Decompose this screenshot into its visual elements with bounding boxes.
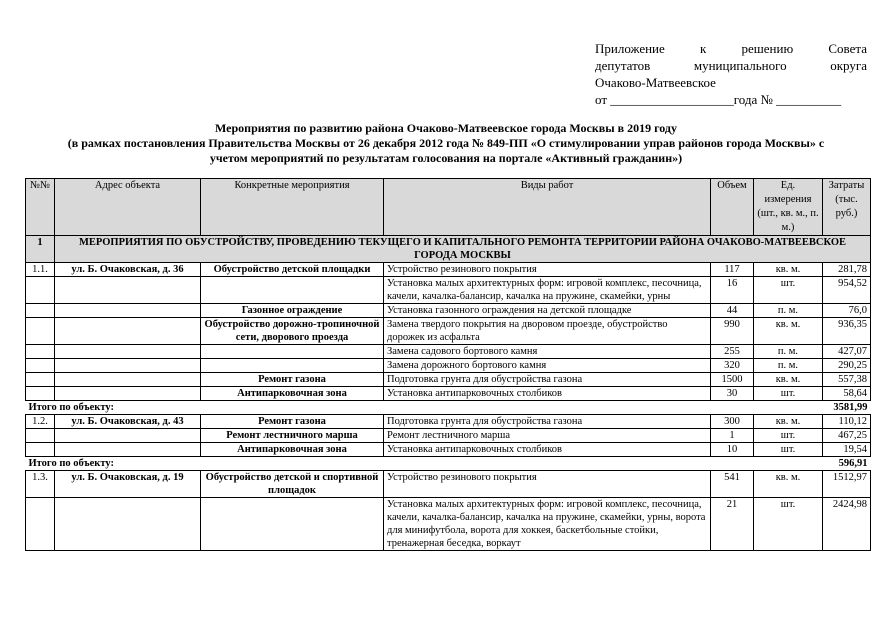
unit-value: шт. [754,443,823,457]
object-address [55,359,201,373]
table-row [26,373,871,387]
unit-value: п. м. [754,304,823,318]
appendix-word: Совета [828,41,867,56]
appendix-word: Приложение [595,41,665,56]
volume-value: 1 [711,429,754,443]
unit-value: кв. м. [754,415,823,429]
volume-value: 117 [711,263,754,277]
appendix-line-3: Очаково-Матвеевское [595,75,716,90]
unit-value: кв. м. [754,263,823,277]
cost-value: 936,35 [823,318,871,345]
work-type: Установка газонного ограждения на детской площадке [384,304,711,318]
row-number [26,387,55,401]
total-label: Итого по объекту: [26,401,823,415]
table-row [26,304,871,318]
col-header-volume: Объем [711,179,754,236]
row-number [26,443,55,457]
row-number: 1.1. [26,263,55,277]
work-type: Подготовка грунта для обустройства газона [384,373,711,387]
object-address: ул. Б. Очаковская, д. 36 [55,263,201,277]
work-type: Подготовка грунта для обустройства газона [384,415,711,429]
cost-value: 110,12 [823,415,871,429]
work-type: Ремонт лестничного марша [384,429,711,443]
activity-name: Обустройство детской площадки [201,263,384,277]
table-row [26,263,871,277]
cost-value: 76,0 [823,304,871,318]
row-number [26,359,55,373]
row-number [26,304,55,318]
cost-value: 427,07 [823,345,871,359]
volume-value: 16 [711,277,754,304]
volume-value: 300 [711,415,754,429]
col-header-activity: Конкретные мероприятия [201,179,384,236]
unit-value: кв. м. [754,471,823,498]
work-type: Замена дорожного бортового камня [384,359,711,373]
cost-value: 954,52 [823,277,871,304]
object-address: ул. Б. Очаковская, д. 19 [55,471,201,498]
unit-value: шт. [754,387,823,401]
section-title: МЕРОПРИЯТИЯ ПО ОБУСТРОЙСТВУ, ПРОВЕДЕНИЮ ТЕКУЩЕГО И КАПИТАЛЬНОГО РЕМОНТА ТЕРРИТОРИИ РАЙОНА ОЧАКОВО-МАТВЕЕВСКОЕ ГОРОДА МОСКВЫ [55,236,871,263]
title-line-2: (в рамках постановления Правительства Москвы от 26 декабря 2012 года № 849-ПП «О стимулировании управ районов города Москвы» с [67,136,825,150]
row-number [26,277,55,304]
unit-value: шт. [754,277,823,304]
object-address [55,304,201,318]
object-address [55,345,201,359]
work-type: Замена твердого покрытия на дворовом проезде, обустройство дорожек из асфальта [384,318,711,345]
table-row [26,443,871,457]
activity-name [201,498,384,551]
activity-name: Ремонт лестничного марша [201,429,384,443]
appendix-word: муниципального [693,58,787,73]
title-line-1: Мероприятия по развитию района Очаково-Матвеевское города Москвы в 2019 году [215,121,677,135]
unit-value: шт. [754,498,823,551]
col-header-num: №№ [26,179,55,236]
object-address: ул. Б. Очаковская, д. 43 [55,415,201,429]
section-row [26,236,871,263]
unit-value: кв. м. [754,373,823,387]
volume-value: 44 [711,304,754,318]
activity-name [201,359,384,373]
object-address [55,443,201,457]
table-row [26,471,871,498]
appendix-line-4: от ___________________года № __________ [595,92,842,107]
row-number [26,318,55,345]
work-type: Установка малых архитектурных форм: игровой комплекс, песочница, качели, качалка-балансир, качалка на пружине, скамейки, урны [384,277,711,304]
cost-value: 19,54 [823,443,871,457]
section-number: 1 [26,236,55,263]
activity-name [201,345,384,359]
appendix-word: округа [830,58,867,73]
table-row [26,277,871,304]
row-number [26,498,55,551]
cost-value: 557,38 [823,373,871,387]
appendix-word: решению [741,41,794,56]
work-type: Замена садового бортового камня [384,345,711,359]
activity-name: Газонное ограждение [201,304,384,318]
appendix-line-1 [595,40,867,57]
appendix-word: депутатов [595,58,651,73]
unit-value: шт. [754,429,823,443]
measures-table [25,178,871,551]
document-title [0,121,892,166]
activity-name: Обустройство детской и спортивной площадок [201,471,384,498]
cost-value: 281,78 [823,263,871,277]
cost-value: 2424,98 [823,498,871,551]
appendix-block [595,40,867,108]
table-row [26,429,871,443]
object-address [55,318,201,345]
col-header-works: Виды работ [384,179,711,236]
col-header-cost: Затраты (тыс. руб.) [823,179,871,236]
object-address [55,373,201,387]
unit-value: п. м. [754,345,823,359]
unit-value: кв. м. [754,318,823,345]
table-row [26,415,871,429]
work-type: Устройство резинового покрытия [384,263,711,277]
activity-name: Антипарковочная зона [201,387,384,401]
object-address [55,429,201,443]
activity-name: Антипарковочная зона [201,443,384,457]
cost-value: 290,25 [823,359,871,373]
col-header-address: Адрес объекта [55,179,201,236]
table-row [26,345,871,359]
cost-value: 467,25 [823,429,871,443]
cost-value: 58,64 [823,387,871,401]
object-address [55,387,201,401]
volume-value: 255 [711,345,754,359]
header-row [26,179,871,236]
appendix-line-2 [595,57,867,74]
table-row [26,359,871,373]
table-row [26,318,871,345]
cost-value: 1512,97 [823,471,871,498]
activity-name: Ремонт газона [201,415,384,429]
volume-value: 320 [711,359,754,373]
appendix-word: к [699,41,707,56]
unit-value: п. м. [754,359,823,373]
object-total-row [26,401,871,415]
volume-value: 30 [711,387,754,401]
total-label: Итого по объекту: [26,457,823,471]
row-number [26,373,55,387]
total-cost: 3581,99 [823,401,871,415]
row-number: 1.3. [26,471,55,498]
col-header-unit: Ед. измерения (шт., кв. м., п. м.) [754,179,823,236]
volume-value: 541 [711,471,754,498]
total-cost: 596,91 [823,457,871,471]
object-address [55,498,201,551]
table-row [26,498,871,551]
work-type: Установка антипарковочных столбиков [384,443,711,457]
row-number [26,429,55,443]
volume-value: 10 [711,443,754,457]
work-type: Установка антипарковочных столбиков [384,387,711,401]
object-total-row [26,457,871,471]
work-type: Установка малых архитектурных форм: игровой комплекс, песочница, качели, качалка-балансир, качалка на пружине, скамейки, урны, ворота для минифутбола, ворота для хоккея, баскетбольные стойки, тренажерная беседка, воркаут [384,498,711,551]
row-number [26,345,55,359]
title-line-3: учетом мероприятий по результатам голосования на портале «Активный гражданин») [209,151,683,165]
volume-value: 990 [711,318,754,345]
volume-value: 21 [711,498,754,551]
row-number: 1.2. [26,415,55,429]
activity-name: Обустройство дорожно-тропиночной сети, дворового проезда [201,318,384,345]
activity-name: Ремонт газона [201,373,384,387]
table-row [26,387,871,401]
volume-value: 1500 [711,373,754,387]
object-address [55,277,201,304]
activity-name [201,277,384,304]
work-type: Устройство резинового покрытия [384,471,711,498]
